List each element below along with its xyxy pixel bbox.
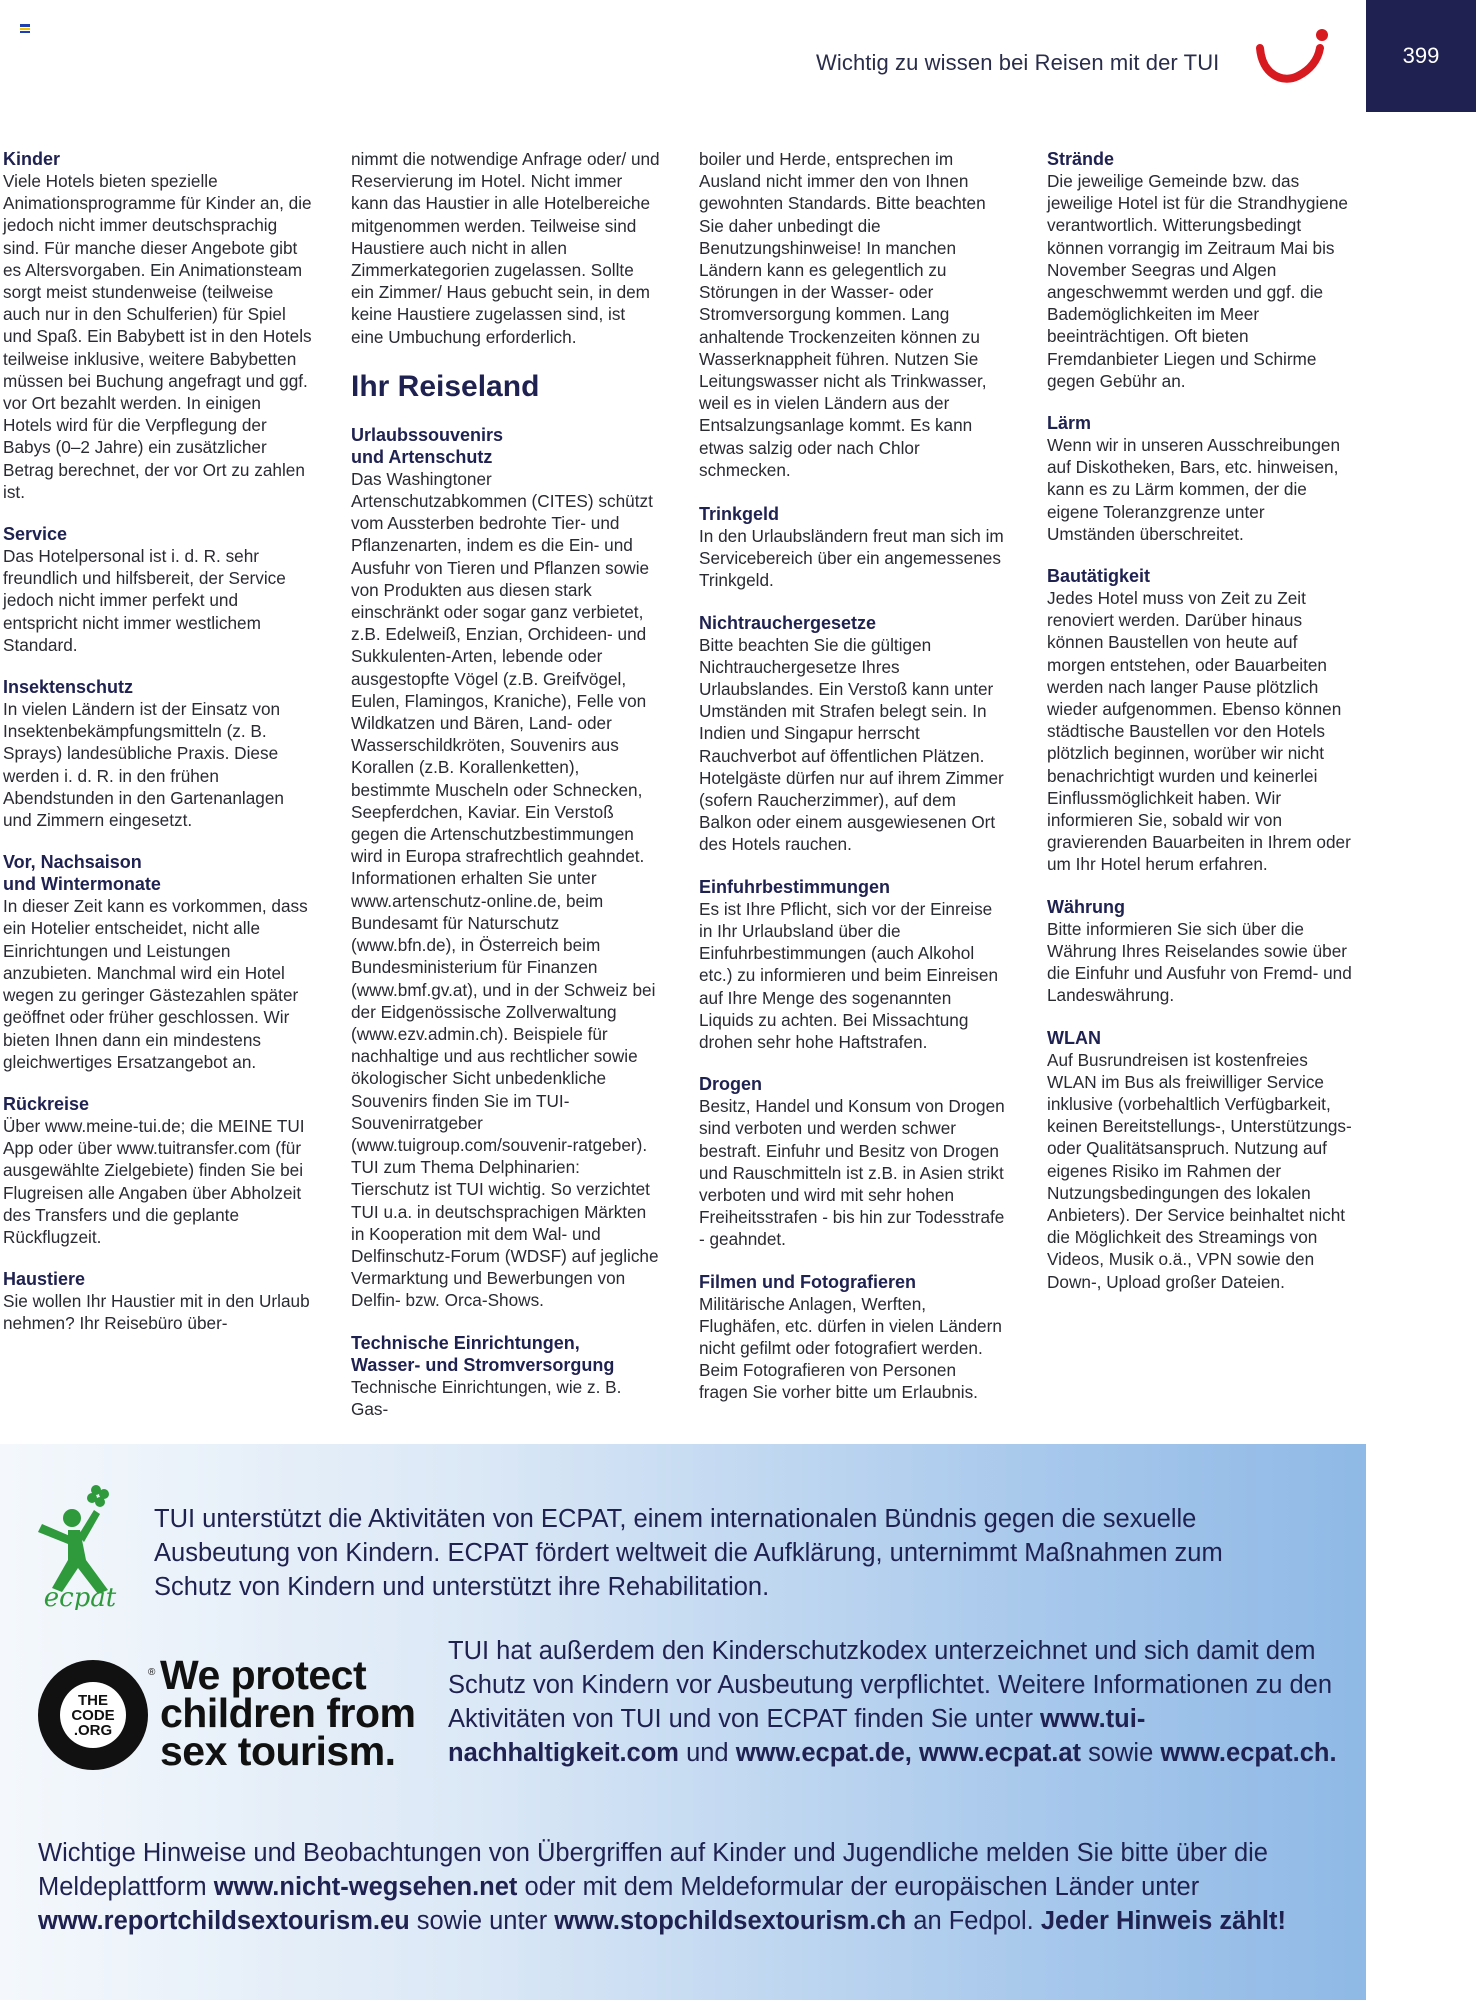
- section-text: Die jeweilige Gemeinde bzw. das jeweilige Hotel ist für die Strandhygiene verantwortlich. Witterungsbedingt können vorrangig im Zeitraum Mai bis November Seegras und Algen angeschwemmt werden und ggf. die Bademöglichkeiten im Meer beeinträchtigen. Oft bieten Fremdanbieter Liegen und Schirme gegen Gebühr an.: [1047, 171, 1348, 391]
- section-text: In den Urlaubsländern freut man sich im Servicebereich über ein angemessenes Trinkgeld.: [699, 526, 1004, 591]
- column-3: [699, 148, 1009, 1424]
- chapter-heading: Ihr Reiseland: [351, 369, 540, 403]
- code-logo-line: CODE: [71, 1706, 115, 1724]
- report-statement: [38, 1836, 1338, 1938]
- text-part: an Fedpol.: [906, 1907, 1041, 1935]
- registered-mark: ®: [148, 1667, 155, 1678]
- section-text: Technische Einrichtungen, wie z. B. Gas-: [351, 1376, 622, 1419]
- link-ecpat-ch[interactable]: www.ecpat.ch.: [1160, 1739, 1337, 1767]
- section-straende: [1047, 148, 1357, 392]
- section-heading: Trinkgeld: [699, 504, 780, 525]
- section-heading: Währung: [1047, 896, 1125, 917]
- section-filmen: [699, 1271, 1009, 1404]
- section-heading: Bautätigkeit: [1047, 566, 1151, 587]
- section-heading: [351, 1332, 661, 1376]
- section-haustiere: [3, 1268, 313, 1334]
- section-waehrung: [1047, 896, 1357, 1007]
- heading-line: Technische Einrichtungen,: [351, 1332, 580, 1353]
- slogan-line: children from: [160, 1690, 416, 1736]
- section-bautaetigkeit: [1047, 565, 1357, 876]
- heading-line: und Wintermonate: [3, 874, 161, 895]
- link-stopchildsextourism[interactable]: www.stopchildsextourism.ch: [554, 1907, 907, 1935]
- heading-line: Urlaubssouvenirs: [351, 424, 504, 445]
- heading-line: Wasser- und Stromversorgung: [351, 1354, 615, 1375]
- section-souvenirs: [351, 424, 661, 1312]
- column-4: [1047, 148, 1357, 1313]
- column-1: [3, 148, 313, 1355]
- page-number: 399: [1402, 43, 1440, 68]
- ecpat-logo-text: ecpat: [43, 1583, 117, 1610]
- section-heading: Service: [3, 524, 68, 545]
- text-part: Wichtige Hinweise und Beobachtungen von Übergriffen auf Kinder und Jugendliche melden Sie bitte über die Meldeplattform: [38, 1839, 1268, 1901]
- section-text: Auf Busrundreisen ist kostenfreies WLAN im Bus als freiwilliger Service inklusive (vorbehaltlich Verfügbarkeit, keinen Bereitstellungs-, Unterstützungs- oder Qualitätsanspruch. Nutzung auf eigenes Risiko im Rahmen der Nutzungsbedingungen des lokalen Anbieters). Der Service beinhaltet nicht die Möglichkeit des Streamings von Videos, Musik o.ä., VPN sowie den Down-, Upload großer Dateien.: [1047, 1049, 1352, 1292]
- heading-line: und Artenschutz: [351, 446, 493, 467]
- ecpat-logo-icon: [32, 1480, 128, 1610]
- section-heading: Haustiere: [3, 1269, 86, 1290]
- section-text: In vielen Ländern ist der Einsatz von Insektenbekämpfungsmitteln (z. B. Sprays) landesübliche Praxis. Diese werden i. d. R. in den frühen Abendstunden in den Gartenanlagen und Zimmern eingesetzt.: [3, 699, 284, 831]
- text-part: oder mit dem Meldeformular der europäischen Länder unter: [517, 1873, 1200, 1901]
- section-heading: Kinder: [3, 149, 61, 169]
- section-text: Wenn wir in unseren Ausschreibungen auf Diskotheken, Bars, etc. hinweisen, kann es zu Lärm kommen, der die eigene Toleranzgrenze unter Umständen überschreitet.: [1047, 435, 1341, 544]
- section-text: Das Hotelpersonal ist i. d. R. sehr freundlich und hilfsbereit, der Service jedoch nicht immer perfekt und entspricht nicht immer westlichem Standard.: [3, 546, 286, 655]
- column-2: [351, 148, 661, 1440]
- section-text-continued: boiler und Herde, entsprechen im Ausland nicht immer den von Ihnen gewohnten Standards. Bitte beachten Sie daher unbedingt die Benutzungshinweise! In manchen Ländern kann es gelegentlich zu Störungen in der Wasser- oder Stromversorgung kommen. Lang anhaltende Trockenzeiten können zu Wasserknappheit führen. Nutzen Sie Leitungswasser nicht als Trinkwasser, weil es in vielen Ländern aus der Entsalzungsanlage kommt. Es kann etwas salzig oder nach Chlor schmecken.: [699, 149, 987, 480]
- section-text: Militärische Anlagen, Werften, Flughäfen, etc. dürfen in vielen Ländern nicht gefilmt oder fotografiert werden. Beim Fotografieren von Personen fragen Sie vorher bitte um Erlaubnis.: [699, 1293, 1002, 1403]
- section-text: Besitz, Handel und Konsum von Drogen sind verboten und werden schwer bestraft. Einfuhr und Besitz von Drogen und Rauschmitteln ist z.B. in Asien strikt verboten und wird mit sehr hohen Freiheitsstrafen - bis hin zur Todesstrafe - geahndet.: [699, 1096, 1005, 1250]
- section-text: Sie wollen Ihr Haustier mit in den Urlaub nehmen? Ihr Reisebüro über-: [3, 1291, 310, 1334]
- section-trinkgeld: [699, 503, 1009, 592]
- code-slogan: [148, 1652, 416, 1774]
- the-code-logo-icon: [38, 1660, 148, 1770]
- section-heading: Drogen: [699, 1074, 762, 1095]
- text-part: sowie unter: [409, 1907, 555, 1935]
- code-logo-line: .ORG: [73, 1721, 113, 1739]
- section-text: Es ist Ihre Pflicht, sich vor der Einreise in Ihr Urlaubsland über die Einfuhrbestimmungen (auch Alkohol etc.) zu informieren und beim Einreisen auf Ihre Menge des sogenannten Liquids zu achten. Bei Missachtung drohen sehr hohe Haftstrafen.: [699, 898, 999, 1052]
- child-protection-banner: [0, 1444, 1366, 2000]
- section-heading: WLAN: [1047, 1027, 1101, 1048]
- section-kinder: [3, 148, 313, 503]
- section-text: Über www.meine-tui.de; die MEINE TUI App oder über www.tuitransfer.com (für ausgewählte Zielgebiete) finden Sie bei Flugreisen alle Angaben über Abholzeit des Transfers und die geplante Rückflugzeit.: [3, 1115, 305, 1247]
- text-part: TUI hat außerdem den Kinderschutzkodex unterzeichnet und sich damit dem Schutz von Kindern vor Ausbeutung verpflichtet. Weitere Informationen zu den Aktivitäten von TUI und von ECPAT finden Sie unter: [448, 1637, 1333, 1733]
- section-heading: Einfuhrbestimmungen: [699, 876, 891, 897]
- section-text: Viele Hotels bieten spezielle Animationsprogramme für Kinder an, die jedoch nicht immer deutschsprachig sind. Für manche dieser Angebote gibt es Altersvorgaben. Ein Animationsteam sorgt meist stundenweise (teilweise auch nur in den Schulferien) für Spiel und Spaß. Ein Babybett ist in den Hotels teilweise inklusive, weitere Babybetten müssen bei Buchung angefragt und ggf. vor Ort bezahlt werden. In einigen Hotels wird für die Verpflegung der Babys (0–2 Jahre) ein zusätzlicher Betrag berechnet, der vor Ort zu zahlen ist.: [3, 171, 312, 502]
- section-heading: Filmen und Fotografieren: [699, 1271, 917, 1292]
- text-part: und: [678, 1739, 736, 1767]
- section-heading: Lärm: [1047, 413, 1092, 434]
- section-laerm: [1047, 412, 1357, 545]
- section-rueckreise: [3, 1093, 313, 1248]
- section-heading: Insektenschutz: [3, 677, 134, 698]
- section-heading: Nichtrauchergesetze: [699, 612, 877, 633]
- link-tui-nachhaltigkeit[interactable]: www.tui-nachhaltigkeit.com: [448, 1705, 1146, 1767]
- language-flag-icon: [20, 24, 30, 32]
- section-text: Bitte beachten Sie die gültigen Nichtrauchergesetze Ihres Urlaubslandes. Ein Verstoß kann unter Umständen mit Strafen belegt sein. In Indien und Singapur herrscht Rauchverbot auf öffentlichen Plätzen. Hotelgäste dürfen nur auf ihrem Zimmer (sofern Raucherzimmer), auf dem Balkon oder einem ausgewiesenen Ort des Hotels rauchen.: [699, 634, 1004, 855]
- code-statement: [448, 1634, 1348, 1770]
- section-heading: [351, 424, 661, 468]
- section-heading: Rückreise: [3, 1093, 90, 1114]
- section-insektenschutz: [3, 676, 313, 831]
- section-text: Bitte informieren Sie sich über die Währung Ihres Reiselandes sowie über die Einfuhr und Ausfuhr von Fremd- und Landeswährung.: [1047, 918, 1352, 1006]
- section-heading: [3, 851, 313, 895]
- link-nicht-wegsehen[interactable]: www.nicht-wegsehen.net: [213, 1873, 518, 1901]
- link-reportchildsextourism[interactable]: www.reportchildsextourism.eu: [38, 1907, 410, 1935]
- section-service: [3, 523, 313, 656]
- emphasis-text: Jeder Hinweis zählt!: [1040, 1907, 1286, 1935]
- section-wlan: [1047, 1027, 1357, 1293]
- page-header-title: Wichtig zu wissen bei Reisen mit der TUI: [816, 50, 1220, 75]
- heading-line: Vor, Nachsaison: [3, 852, 142, 873]
- section-text-continued: nimmt die notwendige Anfrage oder/ und Reservierung im Hotel. Nicht immer kann das Haustier in alle Hotelbereiche mitgenommen werden. Teilweise sind Haustiere auch nicht in allen Zimmerkategorien zugelassen. Sollte ein Zimmer/ Haus gebucht sein, in dem keine Haustiere zugelassen sind, ist eine Umbuchung erforderlich.: [351, 149, 660, 347]
- slogan-line: sex tourism.: [160, 1728, 396, 1774]
- section-text: Das Washingtoner Artenschutzabkommen (CITES) schützt vom Aussterben bedrohte Tier- und Pflanzenarten, indem es die Ein- und Ausfuhr von Tieren und Pflanzen sowie von Produkten aus diesen stark einschränkt oder sogar ganz verbietet, z.B. Edelweiß, Enzian, Orchideen- und Sukkulenten-Arten, lebende oder ausgestopfte Vögel (z.B. Greifvögel, Eulen, Flamingos, Kraniche), Felle von Wildkatzen und Bären, Land- oder Wasserschildkröten, Souvenirs aus Korallen (z.B. Korallenketten), bestimmte Muscheln oder Schnecken, Seepferdchen, Kaviar. Ein Verstoß gegen die Artenschutzbestimmungen wird in Europa strafrechtlich geahndet. Informationen erhalten Sie unter www.artenschutz-online.de, beim Bundesamt für Naturschutz (www.bfn.de), in Österreich beim Bundesministerium für Finanzen (www.bmf.gv.at), und in der Schweiz bei der Eidgenössische Zollverwaltung (www.ezv.admin.ch). Beispiele für nachhaltige und aus rechtlicher sowie ökologischer Sicht unbedenkliche Souvenirs finden Sie im TUI-Souvenirratgeber (www.tuigroup.com/souvenir-ratgeber). TUI zum Thema Delphinarien: Tierschutz ist TUI wichtig. So verzichtet TUI u.a. in deutschsprachigen Märkten in Kooperation mit dem Wal- und Delfinschutz-Forum (WDSF) auf jegliche Vermarktung und Bewerbungen von Delfin- bzw. Orca-Shows.: [351, 468, 659, 1311]
- section-drogen: [699, 1073, 1009, 1250]
- section-nichtraucher: [699, 612, 1009, 856]
- section-text: Jedes Hotel muss von Zeit zu Zeit renoviert werden. Darüber hinaus können Baustellen von heute auf morgen entstehen, oder Bauarbeiten werden nach langer Pause plötzlich wieder aufgenommen. Ebenso können städtische Baustellen vor den Hotels plötzlich beginnen, worüber wir nicht benachrichtigt wurden und keinerlei Einflussmöglichkeit haben. Wir informieren Sie, sobald wir von gravierenden Bauarbeiten in Ihrem oder um Ihr Hotel herum erfahren.: [1047, 588, 1351, 875]
- page-number-tab: [1366, 0, 1476, 112]
- slogan-line: We protect: [160, 1652, 367, 1698]
- section-technik: [351, 1332, 661, 1420]
- ecpat-statement: TUI unterstützt die Aktivitäten von ECPAT, einem internationalen Bündnis gegen die sexuelle Ausbeutung von Kindern. ECPAT fördert weltweit die Aufklärung, unternimmt Maßnahmen zum Schutz von Kindern und unterstützt ihre Rehabilitation.: [154, 1505, 1223, 1601]
- tui-logo-icon: [1252, 26, 1332, 90]
- section-text: In dieser Zeit kann es vorkommen, dass ein Hotelier entscheidet, nicht alle Einrichtungen und Leistungen anzubieten. Manchmal wird ein Hotel wegen zu geringer Gästezahlen später geöffnet oder früher geschlossen. Wir bieten Ihnen dann ein mindestens gleichwertiges Ersatzangebot an.: [3, 896, 308, 1072]
- section-heading: Strände: [1047, 149, 1115, 169]
- link-ecpat-de-at[interactable]: www.ecpat.de, www.ecpat.at: [735, 1739, 1081, 1767]
- text-part: sowie: [1081, 1739, 1161, 1767]
- section-einfuhr: [699, 876, 1009, 1053]
- code-logo-line: THE: [78, 1691, 108, 1709]
- section-vorsaison: [3, 851, 313, 1073]
